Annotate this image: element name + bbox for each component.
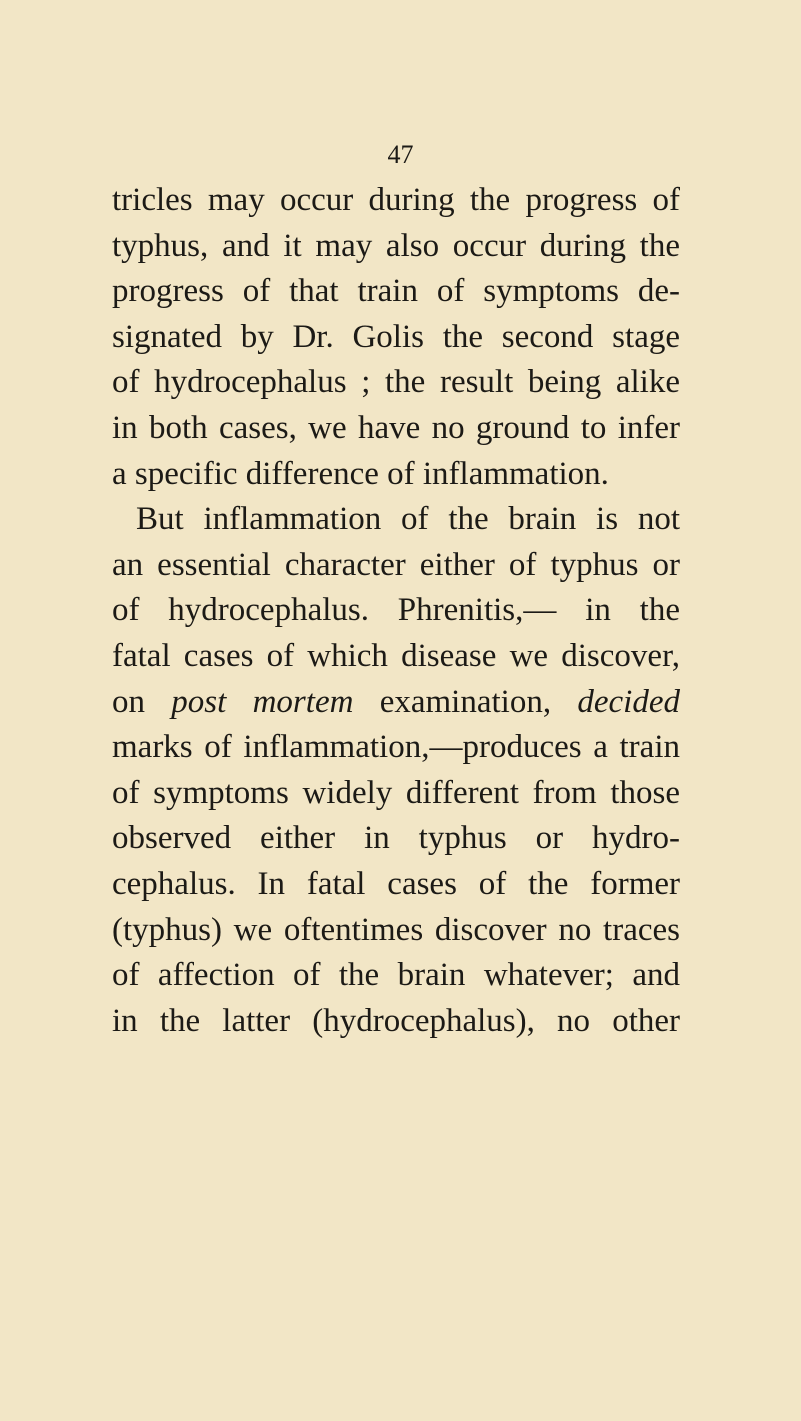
text-line: tricles may occur during the progress of <box>112 182 680 218</box>
text-line-with-italics <box>112 680 680 726</box>
text-line: of affection of the brain whatever; and <box>112 957 680 994</box>
text-line: in both cases, we have no ground to infer <box>112 409 680 446</box>
text-line: in the latter (hydrocephalus), no other <box>112 1002 680 1039</box>
text-line: signated by Dr. Golis the second stage <box>112 318 680 355</box>
body-text <box>112 178 680 1044</box>
text-line: cephalus. In fatal cases of the former <box>112 865 680 902</box>
text-line: marks of inflammation,—produces a train <box>112 729 680 766</box>
text-line: fatal cases of which disease we discover, <box>112 637 680 674</box>
text-line: (typhus) we oftentimes discover no traces <box>112 911 680 948</box>
text-line: typhus, and it may also occur during the <box>112 227 680 264</box>
text-line: observed either in typhus or hydro- <box>112 820 680 857</box>
page-number: 47 <box>387 140 414 169</box>
text-fragment: examination, <box>353 683 578 720</box>
text-line: of hydrocephalus ; the result being alike <box>112 364 680 401</box>
paragraph-start: But inflammation of the brain is not <box>136 501 680 538</box>
text-fragment: on <box>112 683 172 720</box>
text-line: of symptoms widely different from those <box>112 774 680 811</box>
italic-phrase: post mortem <box>171 683 354 720</box>
text-line: of hydrocephalus. Phrenitis,— in the <box>112 592 680 629</box>
text-line: a specific difference of inflammation. <box>112 455 609 492</box>
text-line: an essential character either of typhus or <box>112 546 680 583</box>
text-line: progress of that train of symptoms de- <box>112 273 680 310</box>
italic-word: decided <box>577 683 680 720</box>
